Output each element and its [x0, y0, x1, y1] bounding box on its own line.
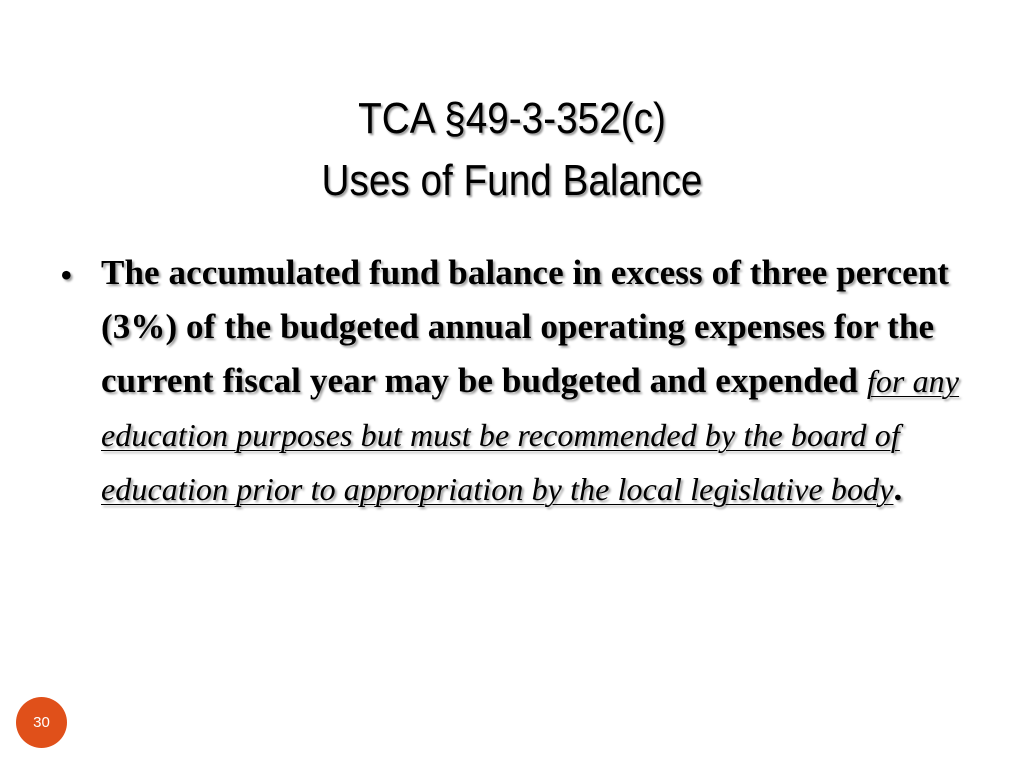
slide-title [61, 88, 962, 212]
title-line-2: Uses of Fund Balance [321, 156, 703, 205]
title-line-1: TCA §49-3-352(c) [358, 94, 666, 143]
bullet-text-bold: The accumulated fund balance in excess of three percent (3%) of the budgeted annual operating expenses for the current fiscal year may be budgeted and expended [101, 253, 950, 400]
bullet-icon: • [60, 255, 73, 295]
bullet-text [101, 246, 961, 516]
bullet-text-emphasis: for any education purposes but must be recommended by the board of education prior to appropriation by the local legislative body [101, 363, 960, 507]
slide-number-badge: 30 [16, 697, 67, 748]
bullet-text-end: . [893, 469, 903, 508]
